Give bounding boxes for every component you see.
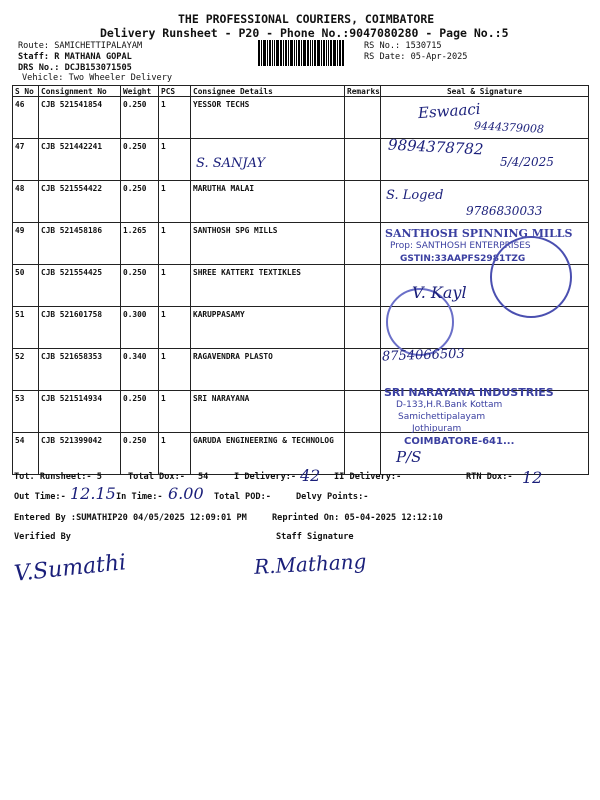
cell-sno: 49	[13, 223, 39, 265]
in-time-label: In Time:-	[116, 492, 163, 502]
cell-weight: 0.300	[121, 307, 159, 349]
cell-remarks	[345, 181, 381, 223]
cell-weight: 0.250	[121, 391, 159, 433]
verified-signature: V.Sumathi	[13, 550, 128, 587]
i-delivery-value: 42	[300, 466, 321, 485]
out-time-label: Out Time:-	[14, 492, 66, 502]
stamp-narayana-line2: D-133,H.R.Bank Kottam	[396, 400, 503, 410]
cell-sno: 52	[13, 349, 39, 391]
total-dox-value: 54	[198, 472, 209, 482]
staff-label: Staff: R MATHANA GOPAL	[18, 52, 132, 62]
staff-signature-label: Staff Signature	[276, 532, 354, 542]
cell-consignee: SANTHOSH SPG MILLS	[191, 223, 345, 265]
ii-delivery-label: II Delivery:-	[334, 472, 402, 482]
cell-pcs: 1	[159, 433, 191, 475]
handwritten-phone-47: 9894378782	[387, 135, 484, 159]
cell-weight: 0.250	[121, 265, 159, 307]
rtn-dox-label: RTN Dox:-	[466, 472, 513, 482]
stamp-narayana-line5: COIMBATORE-641...	[404, 436, 515, 447]
in-time-value: 6.00	[168, 484, 204, 503]
cell-pcs: 1	[159, 391, 191, 433]
cell-pcs: 1	[159, 97, 191, 139]
cell-sno: 50	[13, 265, 39, 307]
col-consignment: Consignment No	[39, 86, 121, 97]
cell-pcs: 1	[159, 181, 191, 223]
route-label: Route: SAMICHETTIPALAYAM	[18, 41, 143, 51]
handwritten-name-47: S. SANJAY	[196, 156, 266, 171]
cell-consignee: RAGAVENDRA PLASTO	[191, 349, 345, 391]
stamp-narayana-line1: SRI NARAYANA INDUSTRIES	[384, 386, 554, 399]
reprinted-on: Reprinted On: 05-04-2025 12:12:10	[272, 513, 443, 523]
staff-signature: R.Mathang	[253, 549, 367, 579]
i-delivery-label: I Delivery:-	[234, 472, 297, 482]
cell-consignee: KARUPPASAMY	[191, 307, 345, 349]
total-pod-label: Total POD:-	[214, 492, 271, 502]
stamp-narayana-line3: Samichettipalayam	[398, 412, 486, 422]
drs-label: DRS No.: DCJB153071505	[18, 63, 132, 73]
table-row	[13, 307, 589, 349]
total-dox-label: Total Dox:-	[128, 472, 185, 482]
cell-weight: 0.340	[121, 349, 159, 391]
col-remarks: Remarks	[345, 86, 381, 97]
handwritten-sign-51: V. Kayl	[412, 283, 467, 302]
col-sno: S No	[13, 86, 39, 97]
cell-sno: 51	[13, 307, 39, 349]
cell-pcs: 1	[159, 223, 191, 265]
cell-weight: 1.265	[121, 223, 159, 265]
table-header-row	[13, 86, 589, 97]
col-seal: Seal & Signature	[381, 86, 589, 97]
barcode	[258, 40, 358, 66]
round-seal-icon	[490, 236, 572, 318]
cell-remarks	[345, 433, 381, 475]
table-row	[13, 349, 589, 391]
cell-consignment: CJB 521554425	[39, 265, 121, 307]
cell-weight: 0.250	[121, 97, 159, 139]
cell-consignee: SHREE KATTERI TEXTIKLES	[191, 265, 345, 307]
handwritten-phone-46: 9444379008	[473, 119, 545, 136]
cell-remarks	[345, 223, 381, 265]
entered-by: Entered By :SUMATHIP20 04/05/2025 12:09:01 PM	[14, 513, 247, 523]
company-title: THE PROFESSIONAL COURIERS, COIMBATORE	[178, 12, 435, 26]
cell-remarks	[345, 307, 381, 349]
vehicle-label: Vehicle: Two Wheeler Delivery	[22, 73, 173, 83]
cell-consignee: GARUDA ENGINEERING & TECHNOLOG	[191, 433, 345, 475]
handwritten-sign-54: P/S	[396, 448, 422, 466]
stamp-santhosh-line3: GSTIN:33AAPFS2981TZG	[400, 254, 526, 264]
stamp-santhosh-line2: Prop: SANTHOSH ENTERPRISES	[390, 241, 531, 251]
cell-consignment: CJB 521554422	[39, 181, 121, 223]
cell-consignee: MARUTHA MALAI	[191, 181, 345, 223]
stamp-santhosh-line1: SANTHOSH SPINNING MILLS	[385, 227, 573, 240]
cell-sno: 46	[13, 97, 39, 139]
cell-sno: 47	[13, 139, 39, 181]
rs-number: RS No.: 1530715	[364, 41, 442, 51]
cell-consignment: CJB 521541854	[39, 97, 121, 139]
cell-pcs: 1	[159, 307, 191, 349]
cell-pcs: 1	[159, 349, 191, 391]
cell-consignment: CJB 521442241	[39, 139, 121, 181]
handwritten-name-48: S. Loged	[386, 188, 444, 203]
cell-pcs: 1	[159, 265, 191, 307]
cell-remarks	[345, 139, 381, 181]
handwritten-date-47: 5/4/2025	[500, 155, 554, 169]
col-weight: Weight	[121, 86, 159, 97]
cell-weight: 0.250	[121, 433, 159, 475]
cell-consignment: CJB 521458186	[39, 223, 121, 265]
handwritten-phone-48: 9786830033	[466, 204, 543, 218]
verified-by-label: Verified By	[14, 532, 71, 542]
cell-consignment: CJB 521514934	[39, 391, 121, 433]
handwritten-phone-52: 8754066503	[381, 346, 465, 365]
cell-consignment: CJB 521601758	[39, 307, 121, 349]
cell-weight: 0.250	[121, 139, 159, 181]
col-consignee: Consignee Details	[191, 86, 345, 97]
cell-consignment: CJB 521399042	[39, 433, 121, 475]
cell-sno: 48	[13, 181, 39, 223]
out-time-value: 12.15	[70, 484, 116, 503]
cell-weight: 0.250	[121, 181, 159, 223]
total-runsheet: Tot. Runsheet:- 5	[14, 472, 102, 482]
cell-remarks	[345, 265, 381, 307]
cell-sno: 54	[13, 433, 39, 475]
cell-consignee: YESSOR TECHS	[191, 97, 345, 139]
cell-pcs: 1	[159, 139, 191, 181]
rtn-dox-value: 12	[522, 468, 543, 487]
runsheet-subtitle: Delivery Runsheet - P20 - Phone No.:9047080280 - Page No.:5	[100, 26, 509, 40]
cell-consignment: CJB 521658353	[39, 349, 121, 391]
handwritten-signature-46: Eswaaci	[417, 99, 482, 123]
stamp-narayana-line4: Jothipuram	[412, 424, 462, 434]
rs-date: RS Date: 05-Apr-2025	[364, 52, 468, 62]
cell-sno: 53	[13, 391, 39, 433]
col-pcs: PCS	[159, 86, 191, 97]
cell-remarks	[345, 391, 381, 433]
cell-remarks	[345, 97, 381, 139]
delvy-points-label: Delvy Points:-	[296, 492, 369, 502]
cell-remarks	[345, 349, 381, 391]
cell-consignee: SRI NARAYANA	[191, 391, 345, 433]
